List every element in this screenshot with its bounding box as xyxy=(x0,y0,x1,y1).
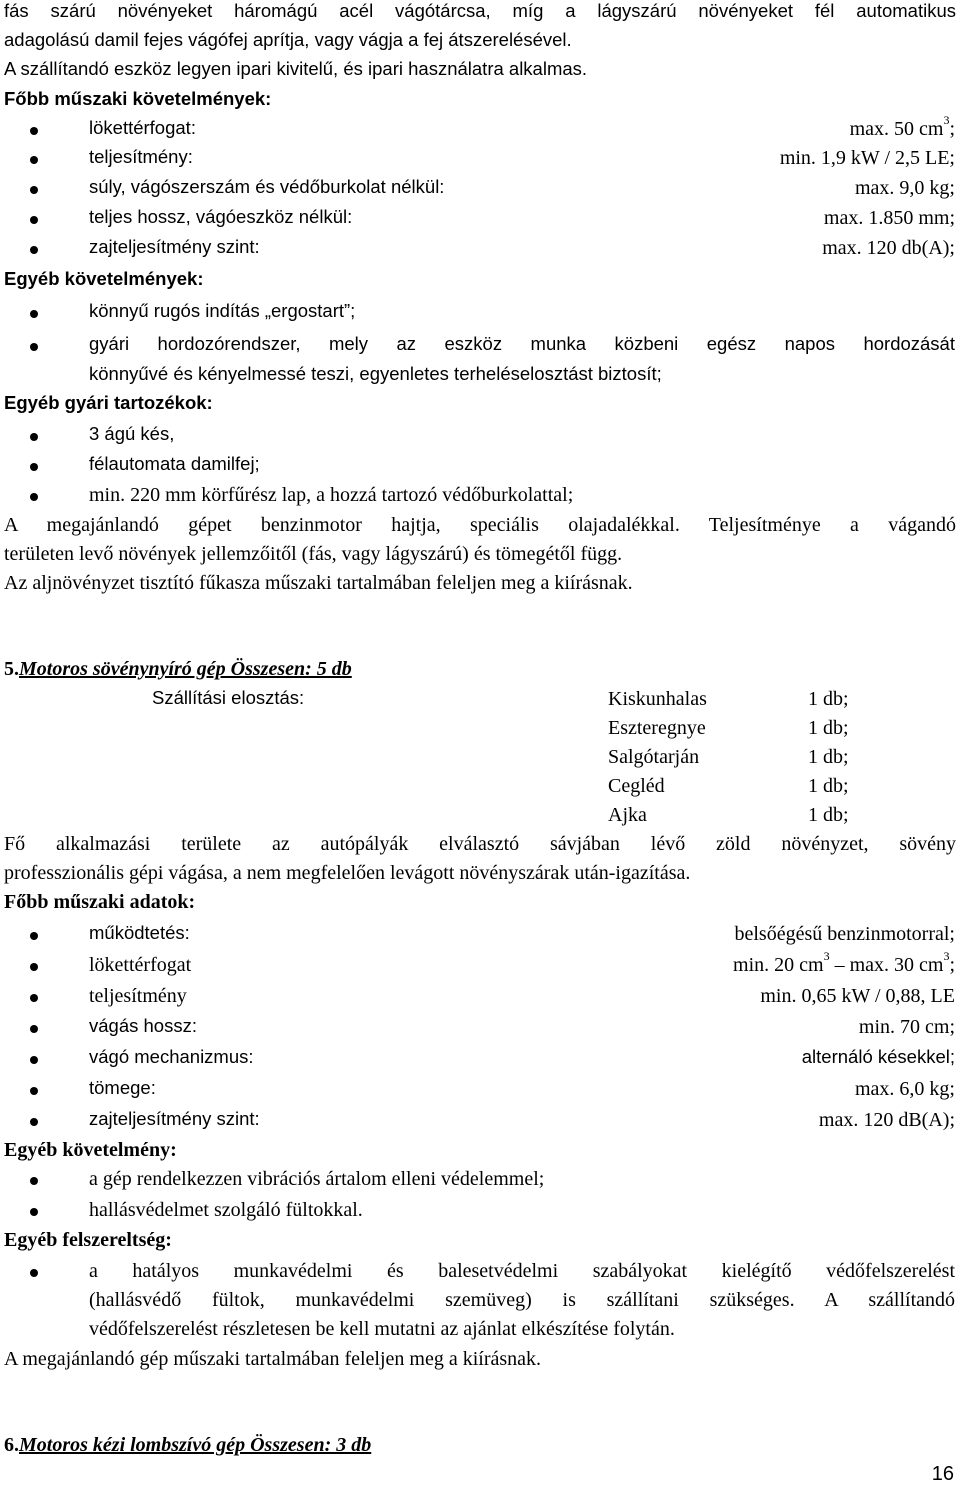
spec-value: max. 9,0 kg; xyxy=(855,177,955,199)
intro-line-2: adagolású damil fejes vágófej aprítja, vagy vágja a fej átszerelésével. xyxy=(4,29,572,50)
tech-label: zajteljesítmény szint: xyxy=(89,1108,260,1129)
dist-qty: 1 db; xyxy=(808,746,849,768)
s5-app-2: professzionális gépi vágása, a nem megfelelően levágott növényszárak után-igazítása. xyxy=(4,862,691,884)
bullet-icon xyxy=(30,932,38,940)
bullet-icon xyxy=(30,463,38,471)
s5-req-row xyxy=(0,1198,956,1224)
tech-label: lökettérfogat xyxy=(89,954,192,976)
s1-acc-row xyxy=(0,483,956,509)
bullet-icon xyxy=(30,156,38,164)
tech-value: max. 6,0 kg; xyxy=(855,1078,955,1100)
s1-acc-heading: Egyéb gyári tartozékok: xyxy=(4,392,213,413)
other-text-cont: könnyűvé és kényelmessé teszi, egyenletes terheléselosztást biztosít; xyxy=(89,363,662,384)
s1-other-row xyxy=(0,333,956,359)
s1-spec-row xyxy=(0,146,956,172)
spec-value: max. 50 $cm^3$; xyxy=(849,113,955,140)
dist-place: Ajka xyxy=(608,804,647,826)
tech-value: min. 0,65 kW / 0,88, LE xyxy=(760,985,955,1007)
bullet-icon xyxy=(30,1025,38,1033)
s5-tech-row xyxy=(0,922,956,948)
bullet-icon xyxy=(30,493,38,501)
req-text: a gép rendelkezzen vibrációs ártalom elleni védelemmel; xyxy=(89,1168,545,1190)
tech-value: max. 120 dB(A); xyxy=(818,1109,955,1131)
bullet-icon xyxy=(30,963,38,971)
s5-closing: A megajánlandó gép műszaki tartalmában feleljen meg a kiírásnak. xyxy=(4,1348,542,1370)
s5-equip-heading: Egyéb felszereltség: xyxy=(4,1229,172,1251)
other-text: könnyű rugós indítás „ergostart”; xyxy=(89,300,356,321)
dist-label: Szállítási elosztás: xyxy=(152,687,305,708)
bullet-icon xyxy=(30,994,38,1002)
acc-text: félautomata damilfej; xyxy=(89,453,260,474)
s1-spec-row xyxy=(0,206,956,232)
tech-label: vágás hossz: xyxy=(89,1015,197,1036)
s1-spec-row xyxy=(0,176,956,202)
tech-label: teljesítmény xyxy=(89,985,187,1007)
equip-text: a hatályos munkavédelmi és balesetvédelmi szabályokat kielégítő védőfelszerelést xyxy=(89,1260,955,1282)
s1-acc-row xyxy=(0,423,956,449)
bullet-icon xyxy=(30,1208,38,1216)
s6-title: 6.Motoros kézi lombszívó gép Összesen: 3 db xyxy=(4,1434,372,1456)
tech-label: vágó mechanizmus: xyxy=(89,1046,254,1067)
bullet-icon xyxy=(30,1269,38,1277)
s5-req-heading: Egyéb követelmény: xyxy=(4,1139,177,1161)
s1-other-row xyxy=(0,300,956,326)
bullet-icon xyxy=(30,186,38,194)
bullet-icon xyxy=(30,343,38,351)
spec-label: súly, vágószerszám és védőburkolat nélkül: xyxy=(89,176,445,197)
s5-req-row xyxy=(0,1167,956,1193)
equip-text-cont: védőfelszerelést részletesen be kell mutatni az ajánlat elkészítése folytán. xyxy=(89,1318,675,1340)
s1-closing-1: A megajánlandó gépet benzinmotor hajtja, speciális olajadalékkal. Teljesítménye a vágandó xyxy=(4,514,956,536)
bullet-icon xyxy=(30,310,38,318)
s1-closing-3: Az aljnövényzet tisztító fűkasza műszaki tartalmában feleljen meg a kiírásnak. xyxy=(4,572,633,594)
dist-qty: 1 db; xyxy=(808,717,849,739)
s5-tech-row xyxy=(0,949,956,979)
spec-label: teljesítmény: xyxy=(89,146,193,167)
equip-text-cont: (hallásvédő fültok, munkavédelmi szemüveg) is szállítani szükséges. A szállítandó xyxy=(89,1289,955,1311)
spec-label: teljes hossz, vágóeszköz nélkül: xyxy=(89,206,353,227)
s5-tech-row xyxy=(0,1108,956,1134)
tech-value: alternáló késekkel; xyxy=(801,1046,955,1067)
tech-value: min. 20 $cm^3$ – max. 30 $cm^3$; xyxy=(733,949,955,976)
dist-place: Eszteregnye xyxy=(608,717,706,739)
acc-text: 3 ágú kés, xyxy=(89,423,175,444)
acc-text: min. 220 mm körfűrész lap, a hozzá tartozó védőburkolattal; xyxy=(89,484,574,506)
s5-tech-heading: Főbb műszaki adatok: xyxy=(4,891,196,913)
intro-line-1: fás szárú növényeket háromágú acél vágótárcsa, míg a lágyszárú növényeket fél automatikus xyxy=(4,0,956,21)
page-number: 16 xyxy=(931,1463,954,1485)
s5-tech-row xyxy=(0,984,956,1010)
req-text: hallásvédelmet szolgáló fültokkal. xyxy=(89,1199,363,1221)
spec-value: min. 1,9 kW / 2,5 LE; xyxy=(779,147,955,169)
spec-label: zajteljesítmény szint: xyxy=(89,236,260,257)
s5-tech-row xyxy=(0,1046,956,1072)
bullet-icon xyxy=(30,1118,38,1126)
bullet-icon xyxy=(30,1087,38,1095)
bullet-icon xyxy=(30,127,38,135)
bullet-icon xyxy=(30,1177,38,1185)
s5-title: 5.Motoros sövénynyíró gép Összesen: 5 db xyxy=(4,658,352,680)
intro-line-3: A szállítandó eszköz legyen ipari kivitelű, és ipari használatra alkalmas. xyxy=(4,58,588,79)
tech-value: min. 70 cm; xyxy=(858,1016,955,1038)
s1-closing-2: területen levő növények jellemzőitől (fás, vagy lágyszárú) és tömegétől függ. xyxy=(4,543,623,565)
dist-place: Kiskunhalas xyxy=(608,688,707,710)
bullet-icon xyxy=(30,433,38,441)
dist-qty: 1 db; xyxy=(808,804,849,826)
s1-other-heading: Egyéb követelmények: xyxy=(4,268,204,289)
tech-value: belsőégésű benzinmotorral; xyxy=(734,923,955,945)
spec-value: max. 1.850 mm; xyxy=(823,207,955,229)
s5-app-1: Fő alkalmazási területe az autópályák elválasztó sávjában lévő zöld növényzet, sövény xyxy=(4,833,956,855)
s5-equip-row xyxy=(0,1259,956,1285)
s1-spec-row xyxy=(0,236,956,262)
dist-qty: 1 db; xyxy=(808,775,849,797)
dist-place: Salgótarján xyxy=(608,746,700,768)
other-text: gyári hordozórendszer, mely az eszköz munka közbeni egész napos hordozását xyxy=(89,333,955,354)
spec-label: lökettérfogat: xyxy=(89,117,196,138)
s1-spec-row xyxy=(0,113,956,143)
s1-heading: Főbb műszaki követelmények: xyxy=(4,88,272,109)
s5-tech-row xyxy=(0,1077,956,1103)
bullet-icon xyxy=(30,216,38,224)
dist-place: Cegléd xyxy=(608,775,665,797)
s5-tech-row xyxy=(0,1015,956,1041)
bullet-icon xyxy=(30,246,38,254)
tech-label: működtetés: xyxy=(89,922,190,943)
spec-value: max. 120 db(A); xyxy=(822,237,955,259)
bullet-icon xyxy=(30,1056,38,1064)
dist-qty: 1 db; xyxy=(808,688,849,710)
tech-label: tömege: xyxy=(89,1077,156,1098)
s1-acc-row xyxy=(0,453,956,479)
